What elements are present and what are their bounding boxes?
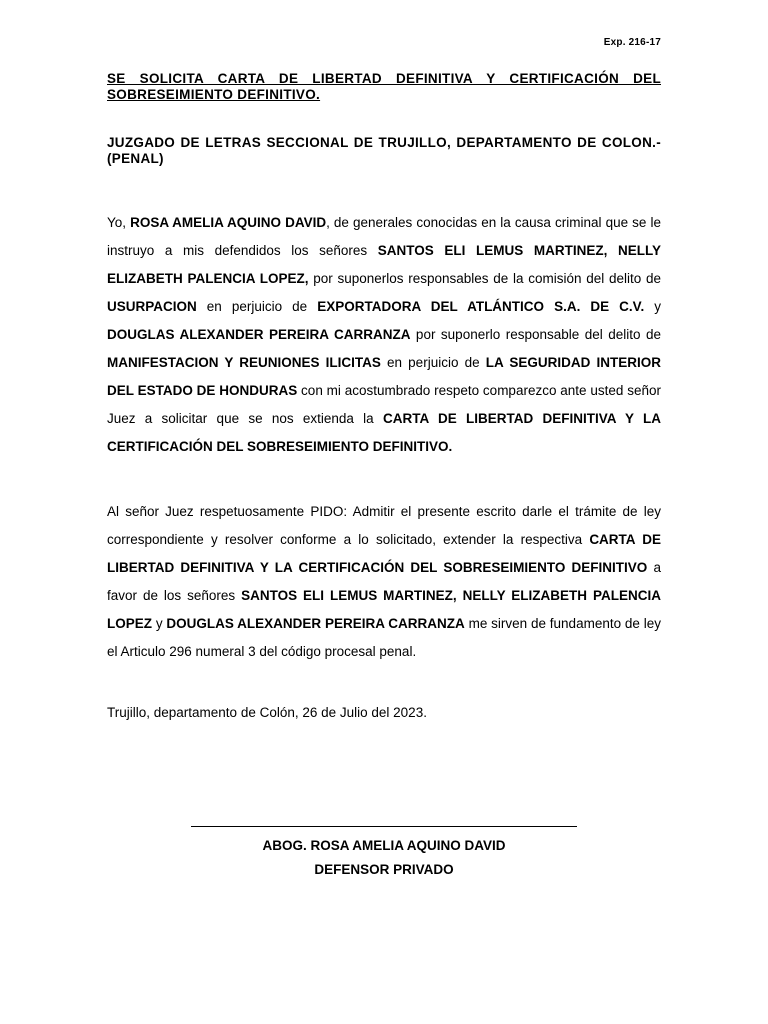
requested-documents: CARTA DE LIBERTAD DEFINITIVA Y LA CERTIFICACIÓN DEL SOBRESEIMIENTO DEFINITIVO. xyxy=(107,411,661,454)
expediente-number: Exp. 216-17 xyxy=(603,37,661,48)
text-run: y xyxy=(152,616,167,631)
text-run: con mi acostumbrado respeto comparezco ante usted señor Juez a solicitar que se nos extienda la xyxy=(107,383,661,426)
defendant-names: SANTOS ELI LEMUS MARTINEZ, NELLY ELIZABETH PALENCIA LOPEZ, xyxy=(107,243,661,286)
petitioner-name: ROSA AMELIA AQUINO DAVID xyxy=(130,215,327,230)
court-name: JUZGADO DE LETRAS SECCIONAL DE TRUJILLO, DEPARTAMENTO DE COLON.- (PENAL) xyxy=(107,135,661,166)
place-date: Trujillo, departamento de Colón, 26 de Julio del 2023. xyxy=(107,705,427,720)
request-paragraph xyxy=(107,498,661,666)
requested-documents: CARTA DE LIBERTAD DEFINITIVA Y LA CERTIFICACIÓN DEL SOBRESEIMIENTO DEFINITIVO xyxy=(107,532,661,575)
text-run: Al señor Juez respetuosamente PIDO: Admitir el presente escrito darle el trámite de ley correspondiente y resolver conforme a lo solicitado, extender la respectiva xyxy=(107,504,661,547)
crime-name: MANIFESTACION Y REUNIONES ILICITAS xyxy=(107,355,381,370)
signature-line xyxy=(191,826,577,827)
text-run: me sirven de fundamento de ley el Articulo 296 numeral 3 del código procesal penal. xyxy=(107,616,661,659)
text-run: en perjuicio de xyxy=(380,355,486,370)
text-run: por suponerlos responsables de la comisión del delito de xyxy=(308,271,661,286)
victim-name: EXPORTADORA DEL ATLÁNTICO S.A. DE C.V. xyxy=(317,299,645,314)
signature-name: ABOG. ROSA AMELIA AQUINO DAVID xyxy=(262,838,506,853)
victim-name: LA SEGURIDAD INTERIOR DEL ESTADO DE HONDURAS xyxy=(107,355,661,398)
text-run: , de generales conocidas en la causa criminal que se le instruyo a mis defendidos los señores xyxy=(107,215,662,258)
crime-name: USURPACION xyxy=(107,299,197,314)
text-run: a favor de los señores xyxy=(107,560,661,603)
defendant-name: DOUGLAS ALEXANDER PEREIRA CARRANZA xyxy=(166,616,465,631)
defendant-names: SANTOS ELI LEMUS MARTINEZ, NELLY ELIZABETH PALENCIA LOPEZ xyxy=(107,588,661,631)
text-run: y xyxy=(644,299,661,314)
document-title: SE SOLICITA CARTA DE LIBERTAD DEFINITIVA Y CERTIFICACIÓN DEL SOBRESEIMIENTO DEFINITIVO. xyxy=(107,71,661,102)
text-run: Yo, xyxy=(107,215,131,230)
defendant-name: DOUGLAS ALEXANDER PEREIRA CARRANZA xyxy=(107,327,411,342)
petition-paragraph xyxy=(107,209,661,461)
text-run: en perjuicio de xyxy=(196,299,318,314)
signature-role: DEFENSOR PRIVADO xyxy=(314,862,454,877)
text-run: por suponerlo responsable del delito de xyxy=(410,327,661,342)
